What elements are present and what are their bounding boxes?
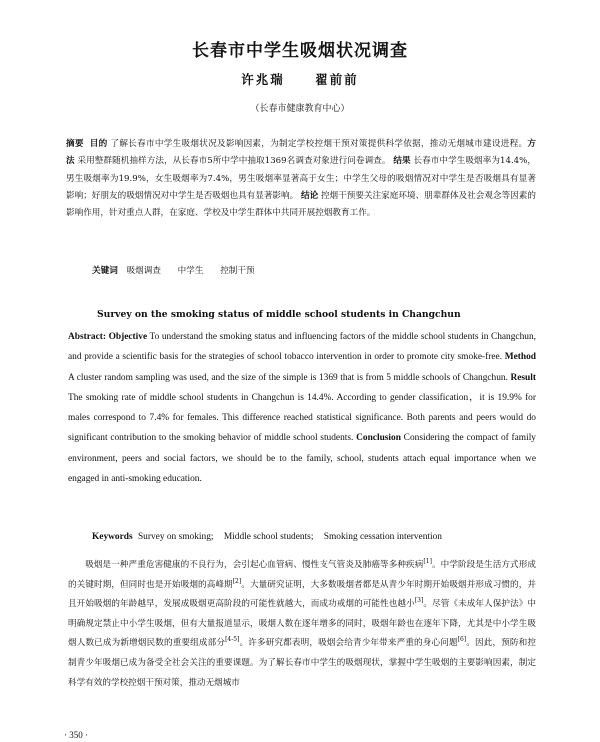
result-label: Result	[510, 372, 536, 383]
body-sentence: 。尽管《未成年人保护法》中明确规定禁止中小学生吸烟，但有大量报道显示，吸烟人数在逐年增多的同时，吸烟年龄也在逐年下降，尤其是中小学生吸烟人数已成为新增烟民数的重要组成部分	[68, 599, 536, 649]
page-number: · 350 ·	[64, 730, 88, 740]
keyword: 吸烟调查	[126, 266, 161, 276]
objective-label: Objective	[108, 332, 148, 342]
method-text: A cluster random sampling was used, and the size of the simple is 1369 that is from 5 middle schools of Changchun.	[68, 372, 511, 383]
body-sentence: 。中学阶段是生活方式形成的关键时期，但同时也是开始吸烟的高峰期	[68, 560, 536, 590]
conclusion-text: 控烟干预要关注家庭环境、朋辈群体及社会观念等因素的影响作用，针对重点人群，在家庭、学校及中学生群体中共同开展控烟教育工作。	[66, 190, 536, 219]
keyword: 中学生	[177, 266, 204, 276]
citation-ref: [3]	[414, 597, 424, 605]
affiliation: （长春市健康教育中心）	[250, 104, 350, 114]
keywords-label: Keywords	[92, 532, 133, 542]
conclusion-label: Conclusion	[356, 433, 401, 444]
citation-ref: [6]	[457, 636, 467, 644]
english-abstract	[68, 327, 536, 489]
result-text: The smoking rate of middle school students in Changchun is 14.4%. According to gender classification，it is 19.9% for males correspond to 7.4% for females. This difference reached statistical significance. Both parents and peers would do significant contribution to the smoking behavior of middle school students.	[68, 392, 536, 444]
result-text: 长春市中学生吸烟率为14.4%，男生吸烟率为19.9%，女生吸烟率为7.4%，男生吸烟率显著高于女生；中学生父母的吸烟情况对中学生是否吸烟具有显著影响；好朋友的吸烟情况对中学生是否吸烟也具有显著影响。	[66, 156, 536, 201]
abstract-label: Abstract:	[68, 332, 107, 342]
keyword: Middle school students;	[223, 532, 314, 542]
citation-ref: [1]	[423, 558, 432, 566]
body-sentence: 吸烟是一种严重危害健康的不良行为，会引起心血管病、慢性支气管炎及肺癌等多种疾病	[85, 560, 424, 570]
keyword: Survey on smoking;	[137, 532, 214, 542]
author-list	[0, 70, 600, 88]
english-keywords	[92, 532, 450, 542]
result-label: 结果	[393, 156, 411, 167]
keyword: Smoking cessation intervention	[323, 532, 442, 542]
abstract-label: 摘要	[66, 139, 84, 149]
keywords-label: 关键词	[92, 266, 118, 276]
citation-ref: [4-5]	[225, 636, 240, 644]
author-name: 许兆瑞	[241, 72, 285, 87]
objective-label: 目的	[89, 139, 108, 149]
chinese-abstract	[66, 136, 536, 222]
paper-title: 长春市中学生吸烟状况调查	[192, 41, 408, 61]
body-text	[68, 556, 536, 693]
body-sentence: 。因此，预防和控制青少年吸烟已成为备受全社会关注的重要课题。为了解长春市中学生的吸烟现状，掌握中学生吸烟的主要影响因素，制定科学有效的学校控烟干预对策，推动无烟城市	[68, 638, 536, 688]
objective-text: To understand the smoking status and influencing factors of the middle school students in Changchun, and provide a scientific basis for the strategies of school tobacco intervention in order to promote city smoke-free.	[68, 332, 536, 363]
body-paragraph	[68, 556, 536, 693]
author-name: 翟前前	[315, 72, 359, 87]
body-sentence: 。许多研究都表明，吸烟会给青少年带来严重的身心问题	[239, 638, 458, 649]
objective-text: 了解长春市中学生吸烟状况及影响因素，为制定学校控烟干预对策提供科学依据，推动无烟城市建设进程。	[110, 139, 528, 149]
conclusion-label: 结论	[301, 190, 319, 201]
method-text: 采用整群随机抽样方法，从长春市5所中学中抽取1369名调查对象进行问卷调查。	[77, 156, 391, 167]
body-sentence: 。大量研究证明，大多数吸烟者都是从青少年时期开始吸烟并形成习惯的，并且开始吸烟的年龄越早，发展成吸烟更高阶段的可能性就越大，而成功戒烟的可能性也越小	[68, 579, 536, 610]
method-label: 方法	[66, 139, 536, 167]
conclusion-text: Considering the compact of family environment, peers and social factors, we should be to the family, school, students attach equal importance when we engaged in anti-smoking education.	[68, 433, 536, 485]
english-title: Survey on the smoking status of middle school students in Changchun	[97, 309, 461, 320]
keyword: 控制干预	[220, 266, 255, 276]
citation-ref: [2]	[232, 577, 242, 585]
method-label: Method	[504, 352, 536, 363]
chinese-keywords	[92, 264, 269, 276]
